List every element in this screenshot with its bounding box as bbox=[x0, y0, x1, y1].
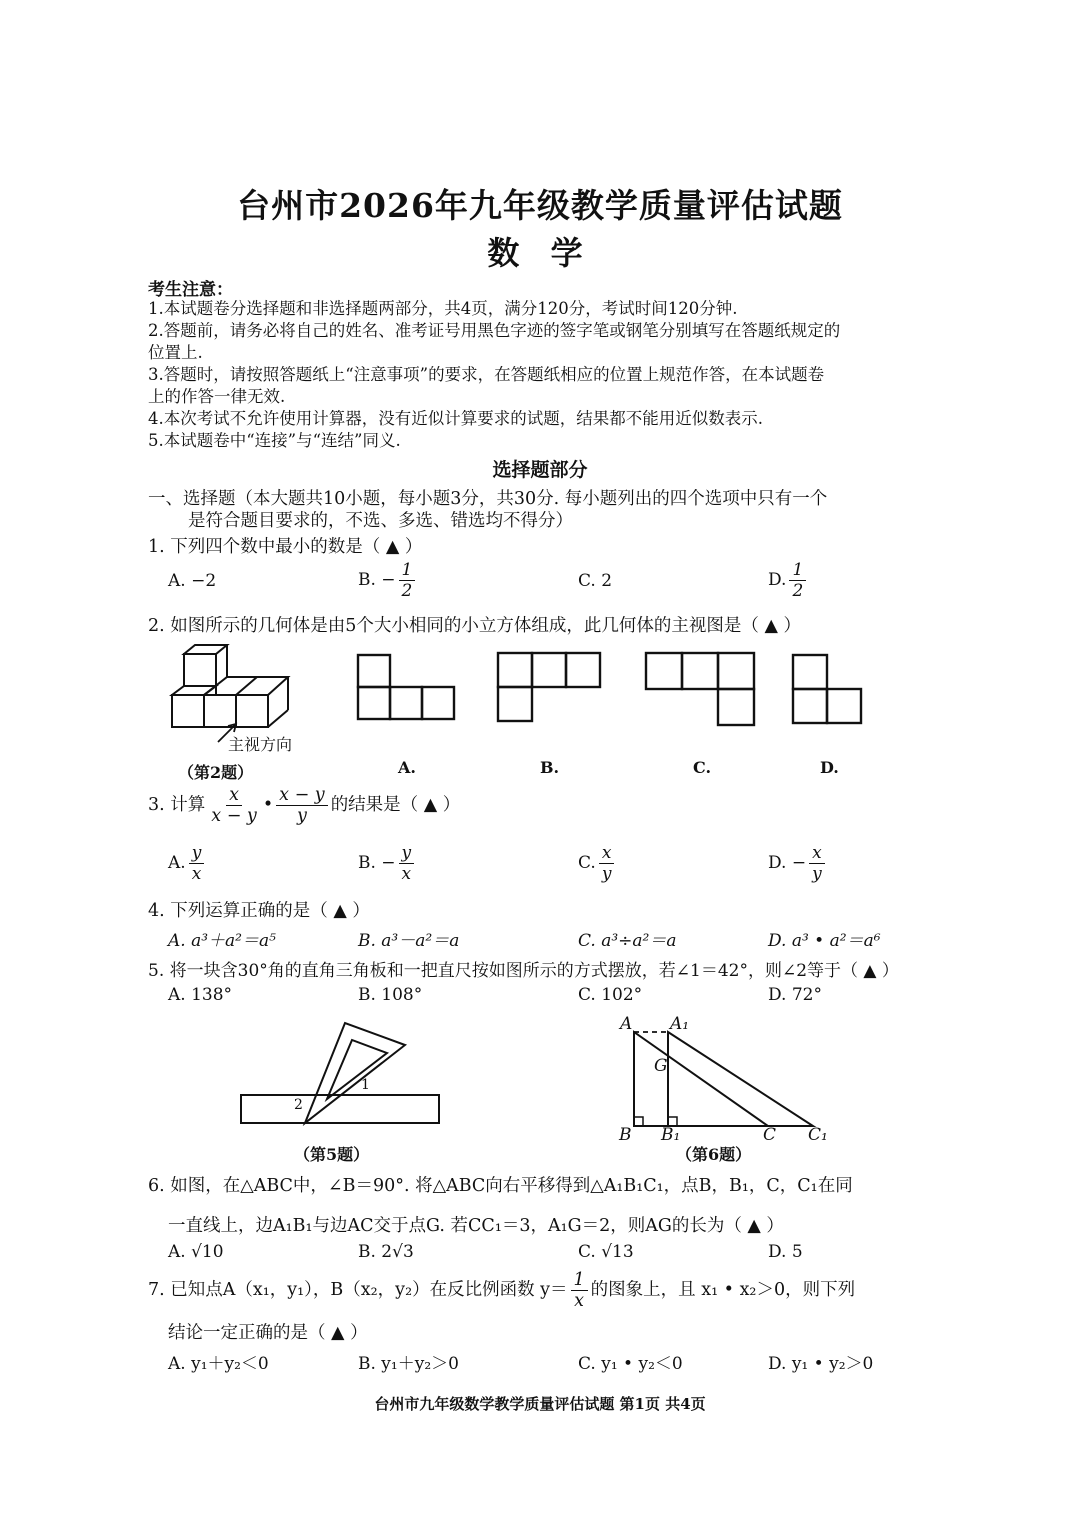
q7-prefix: 7. 已知点A（x₁，y₁），B（x₂，y₂）在反比例函数 y＝ bbox=[148, 1280, 568, 1300]
part1-instruction-cont: 是符合题目要求的，不选、多选、错选均不得分） bbox=[188, 511, 573, 531]
q1-option-c: C. 2 bbox=[578, 571, 613, 591]
q3-option-a bbox=[168, 843, 207, 884]
q5-stem: 5. 将一块含30°角的直角三角板和一把直尺按如图所示的方式摆放，若∠1＝42°，则∠2等于（ ▲ ） bbox=[148, 961, 899, 981]
set-square bbox=[305, 1023, 405, 1123]
notice-item: 上的作答一律无效. bbox=[148, 387, 286, 406]
q1-option-b-label: B. − bbox=[358, 570, 396, 590]
q6-figure bbox=[620, 1020, 830, 1135]
option-fraction bbox=[599, 843, 615, 884]
part1-instruction: 一、选择题（本大题共10小题，每小题3分，共30分. 每小题列出的四个选项中只有一个 bbox=[148, 489, 828, 509]
q6-option-c: C. √13 bbox=[578, 1242, 634, 1262]
q3-stem bbox=[148, 785, 460, 826]
q2-label-a: A. bbox=[398, 758, 416, 777]
q7-option-b: B. y₁＋y₂＞0 bbox=[358, 1354, 459, 1374]
q1-option-b-fraction bbox=[399, 560, 416, 601]
numerator: y bbox=[189, 843, 205, 864]
denominator: 2 bbox=[792, 581, 804, 601]
option-label: C. bbox=[578, 853, 596, 873]
q2-label-c: C. bbox=[693, 758, 712, 777]
notice-item: 位置上. bbox=[148, 343, 203, 362]
q3-option-c bbox=[578, 843, 617, 884]
q5-option-c: C. 102° bbox=[578, 985, 643, 1005]
triangle-a1b1c1 bbox=[668, 1032, 813, 1126]
q2-option-b-figure bbox=[498, 653, 600, 721]
q6-option-d: D. 5 bbox=[768, 1242, 803, 1262]
numerator: x bbox=[226, 785, 242, 806]
q3-fraction-1 bbox=[208, 785, 260, 826]
option-fraction bbox=[809, 843, 825, 884]
q5-figure bbox=[235, 1015, 450, 1130]
q6-stem-line1: 6. 如图，在△ABC中，∠B＝90°. 将△ABC向右平移得到△A₁B₁C₁，点B，B₁，C，C₁在同 bbox=[148, 1176, 853, 1196]
q7-stem-line2: 结论一定正确的是（ ▲ ） bbox=[168, 1323, 368, 1343]
notice-item: 1.本试题卷分选择题和非选择题两部分，共4页，满分120分，考试时间120分钟. bbox=[148, 299, 738, 318]
page-footer: 台州市九年级数学教学质量评估试题 第1页 共4页 bbox=[374, 1395, 706, 1413]
numerator: x − y bbox=[276, 785, 328, 806]
denominator: y bbox=[296, 806, 307, 826]
q7-option-a: A. y₁＋y₂＜0 bbox=[168, 1354, 269, 1374]
triangle-abc bbox=[634, 1032, 768, 1126]
denominator: y bbox=[601, 864, 612, 884]
notice-item: 5.本试题卷中“连接”与“连结”同义. bbox=[148, 431, 401, 450]
q6-option-b: B. 2√3 bbox=[358, 1242, 414, 1262]
numerator: 1 bbox=[789, 560, 806, 581]
q2-caption: （第2题） bbox=[178, 763, 254, 782]
option-label: B. − bbox=[358, 853, 396, 873]
q3-suffix: 的结果是（ ▲ ） bbox=[330, 795, 461, 815]
notice-item: 4.本次考试不允许使用计算器，没有近似计算要求的试题，结果都不能用近似数表示. bbox=[148, 409, 763, 428]
q6-point-a: A bbox=[620, 1014, 633, 1034]
q2-option-a-figure bbox=[358, 655, 454, 719]
denominator: x bbox=[574, 1291, 585, 1311]
subject-title: 数 学 bbox=[487, 234, 593, 272]
q5-option-d: D. 72° bbox=[768, 985, 822, 1005]
numerator: x bbox=[599, 843, 615, 864]
q7-stem-line1 bbox=[148, 1270, 855, 1311]
numerator: x bbox=[809, 843, 825, 864]
q3-option-d bbox=[768, 843, 828, 884]
option-label: D. − bbox=[768, 853, 807, 873]
notice-item: 2.答题前，请务必将自己的姓名、准考证号用黑色字迹的签字笔或钢笔分别填写在答题纸规定的 bbox=[148, 321, 841, 340]
q6-point-b: B bbox=[619, 1125, 632, 1145]
q1-option-d bbox=[768, 560, 809, 601]
q1-option-b bbox=[358, 560, 418, 601]
q5-option-a: A. 138° bbox=[168, 985, 233, 1005]
denominator: x − y bbox=[211, 806, 257, 826]
q6-option-a: A. √10 bbox=[168, 1242, 224, 1262]
numerator: 1 bbox=[571, 1270, 588, 1291]
exam-title: 台州市2026年九年级教学质量评估试题 bbox=[237, 186, 843, 225]
q5-caption: （第5题） bbox=[294, 1145, 370, 1164]
q3-prefix: 3. 计算 bbox=[148, 795, 206, 815]
q1-option-d-fraction bbox=[789, 560, 806, 601]
section-title: 选择题部分 bbox=[492, 459, 588, 481]
q3-fraction-2 bbox=[276, 785, 328, 826]
denominator: y bbox=[812, 864, 822, 884]
q7-fraction bbox=[571, 1270, 588, 1311]
q4-option-c: C. a³÷a²＝a bbox=[578, 931, 677, 951]
denominator: 2 bbox=[401, 581, 413, 601]
q6-point-c1: C₁ bbox=[808, 1125, 828, 1145]
q2-label-d: D. bbox=[820, 758, 839, 777]
q5-angle-2-label: 2 bbox=[294, 1097, 303, 1113]
q2-direction-label: 主视方向 bbox=[228, 735, 293, 754]
denominator: x bbox=[401, 864, 412, 884]
q6-point-a1: A₁ bbox=[670, 1014, 690, 1034]
q2-option-d-figure bbox=[793, 655, 861, 723]
ruler bbox=[241, 1095, 439, 1123]
q2-label-b: B. bbox=[540, 758, 560, 777]
option-fraction bbox=[399, 843, 415, 884]
q7-option-c: C. y₁ • y₂＜0 bbox=[578, 1354, 683, 1374]
q4-option-b: B. a³－a²＝a bbox=[358, 931, 460, 951]
q5-angle-1-label: 1 bbox=[361, 1077, 370, 1093]
option-label: A. bbox=[168, 853, 186, 873]
q2-option-c-figure bbox=[646, 653, 754, 725]
q6-caption: （第6题） bbox=[676, 1145, 752, 1164]
q4-stem: 4. 下列运算正确的是（ ▲ ） bbox=[148, 901, 370, 921]
multiply-dot: • bbox=[262, 795, 274, 815]
notice-item: 3.答题时，请按照答题纸上“注意事项”的要求，在答题纸相应的位置上规范作答，在本试题卷 bbox=[148, 365, 825, 384]
notice-heading: 考生注意： bbox=[148, 280, 233, 300]
numerator: y bbox=[399, 843, 415, 864]
numerator: 1 bbox=[399, 560, 416, 581]
q6-stem-line2: 一直线上，边A₁B₁与边AC交于点G. 若CC₁＝3，A₁G＝2，则AG的长为（ ▲ ） bbox=[168, 1216, 784, 1236]
q1-option-d-label: D. bbox=[768, 570, 787, 590]
q4-option-d: D. a³ • a²＝a⁶ bbox=[768, 931, 881, 951]
q2-stem: 2. 如图所示的几何体是由5个大小相同的小立方体组成，此几何体的主视图是（ ▲ ） bbox=[148, 616, 801, 636]
q6-point-g: G bbox=[654, 1056, 668, 1076]
denominator: x bbox=[191, 864, 202, 884]
q4-option-a: A. a³＋a²＝a⁵ bbox=[168, 931, 276, 951]
q6-point-b1: B₁ bbox=[661, 1125, 681, 1145]
q7-suffix: 的图象上，且 x₁ • x₂＞0，则下列 bbox=[590, 1280, 856, 1300]
q2-isometric-solid bbox=[172, 645, 288, 727]
q7-option-d: D. y₁ • y₂＞0 bbox=[768, 1354, 874, 1374]
q5-option-b: B. 108° bbox=[358, 985, 423, 1005]
option-fraction bbox=[189, 843, 205, 884]
q1-option-a: A. −2 bbox=[168, 571, 217, 591]
q1-stem: 1. 下列四个数中最小的数是（ ▲ ） bbox=[148, 537, 423, 557]
q3-option-b bbox=[358, 843, 417, 884]
q6-point-c: C bbox=[763, 1125, 777, 1145]
